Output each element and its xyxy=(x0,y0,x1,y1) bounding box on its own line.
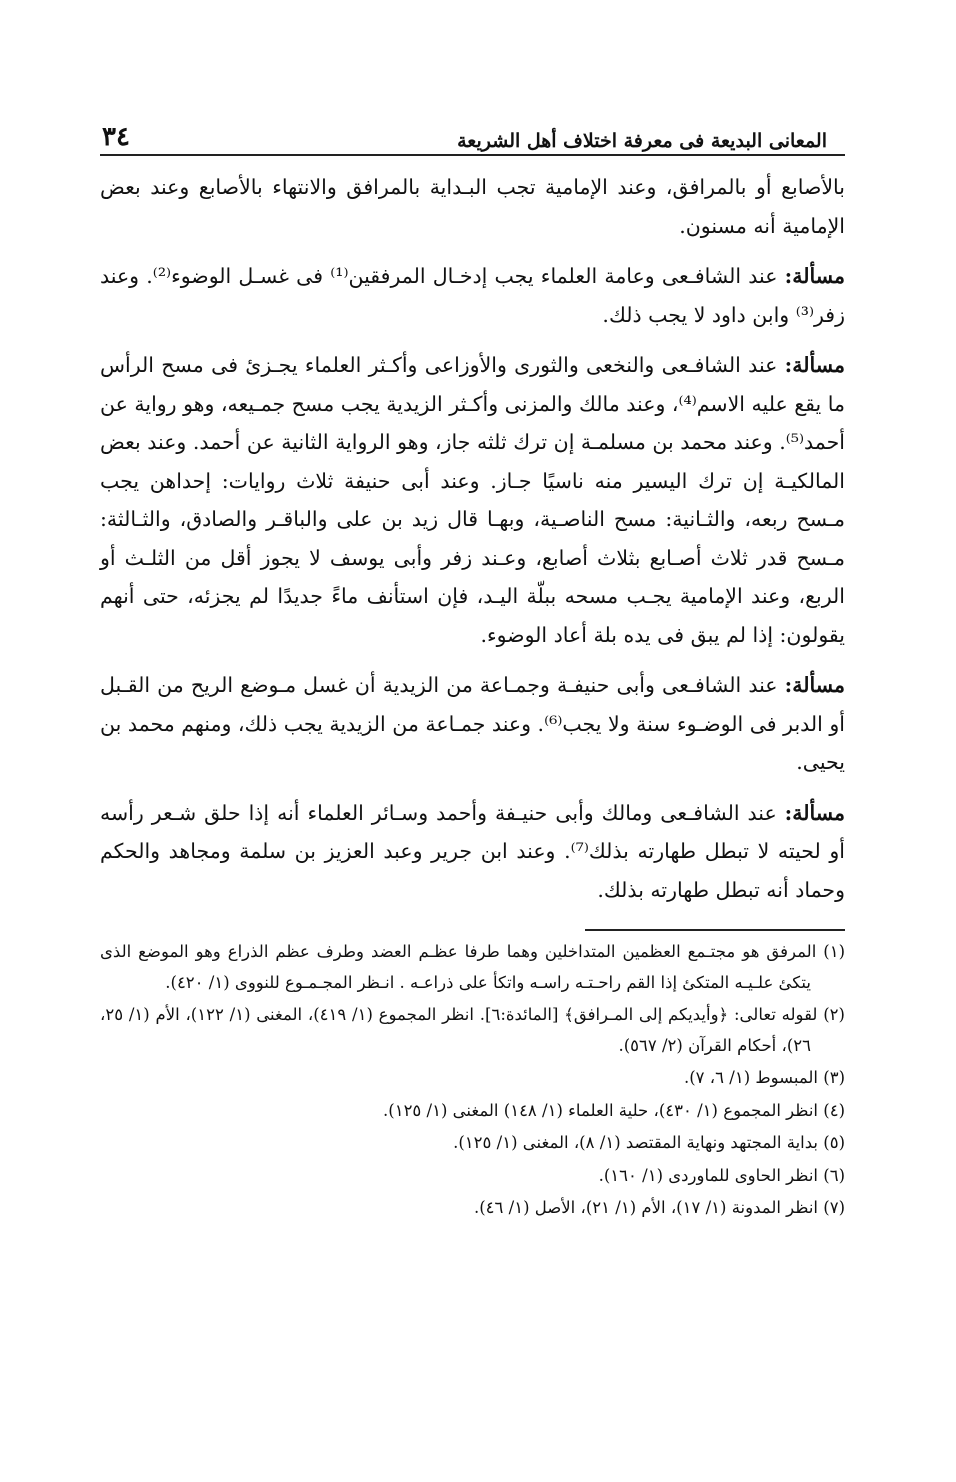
paragraph-issue-washing xyxy=(100,666,845,782)
book-page xyxy=(100,118,845,1226)
running-title: المعانى البديعة فى معرفة اختلاف أهل الشريعة xyxy=(457,130,827,152)
issue-label: مسألة: xyxy=(784,673,845,697)
paragraph-issue-shaving xyxy=(100,794,845,910)
paragraph-continuation: بالأصابع أو بالمرافق، وعند الإمامية تجب البـداية بالمرافق والانتهاء بالأصابع وعند بعض الإمامية أنه مسنون. xyxy=(100,175,845,238)
main-text xyxy=(100,168,845,909)
footnote: (٧) انظر المدونة (١/ ١٧)، الأم (١/ ٢١)، الأصل (١/ ٤٦). xyxy=(473,1198,845,1217)
issue-label: مسألة: xyxy=(784,800,845,825)
issue-text: عند الشافـعى والنخعى والثورى والأوزاعى وأكـثر العلماء يجـزئ فى مسح الرأس ما يقع عليه الاسم⁽⁴⁾، وعند مالك والمزنى وأكـثر الزيدية يجب مسح جمـيعه، وهو رواية عن أحمد⁽⁵⁾. وعند محمد بن مسلمـة إن ترك ثلثه جاز، وهو الرواية الثانية عن أحمد. وعند بعض المالكيـة إن ترك اليسير منه ناسيًا جـاز. وعند أبى حنيفة ثلاث روايات: إحداهن يجب مـسح ربعه، والثـانية: مسح الناصـية، وبهـا قال زيد بن على والباقـر والصادق، والثـالثة: مـسح قدر ثلاث أصـابع بثلاث أصابع، وعـند زفر وأبى يوسف لا يجوز أقل من الثلـث أو الربع، وعند الإمامية يجـب مسحه ببلّة اليـد، فإن استأنف ماءً جديدًا لم يجزئه، حتى أنهم يقولون: إذا لم يبق فى يده بلة أعاد الوضوء. xyxy=(100,353,845,647)
footnote: (٢) لقوله تعالى: ﴿وأيديكم إلى المـرافق﴾ [المائدة:٦]. انظر المجموع (١/ ٤١٩)، المغنى (١/ ١٢٢)، الأم (١/ ٢٥، ٢٦)، أحكام القرآن (٢/ ٥٦٧). xyxy=(100,1005,845,1055)
footnote: (٦) انظر الحاوى للماوردى (١/ ١٦٠). xyxy=(598,1165,845,1185)
footnote: (٥) بداية المجتهد ونهاية المقتصد (١/ ٨)، المغنى (١/ ١٢٥). xyxy=(453,1133,845,1152)
footnote: (١) المرفق هو مجتـمع العظمين المتداخلين وهما طرفا عظـم العضد وطرف عظم الذراع وهو الموضع الذى يتكئ علـيـه المتكئ إذا القم راحـتـه راسـه واتكأ على ذراعـه . انـظر المجـمـوع للنووى (١/ ٤٢٠). xyxy=(100,942,845,992)
issue-text: عند الشافـعى ومالك وأبى حنيـفة وأحمد وسـائر العلماء أنه إذا حلق شـعر رأسه أو لحيته لا تبطل طهارته بذلك⁽⁷⁾. وعند ابن جرير وعبد العزيز بن سلمة ومجاهد والحكم وحماد أنه تبطل طهارته بذلك. xyxy=(100,800,846,902)
footnote: (٤) انظر المجموع (١/ ٤٣٠)، حلية العلماء (١/ ١٤٨) المغنى (١/ ١٢٥). xyxy=(383,1100,845,1120)
issue-label: مسألة: xyxy=(784,264,845,288)
footnote: (٣) المبسوط (١/ ٦، ٧). xyxy=(683,1068,845,1087)
footnotes xyxy=(100,937,845,1224)
running-header xyxy=(100,118,845,156)
issue-label: مسألة: xyxy=(784,353,845,377)
paragraph-issue-head-wiping xyxy=(100,346,845,654)
issue-text: عند الشافـعى وأبى حنيفـة وجمـاعة من الزيدية أن غسل مـوضع الريح من القـبل أو الدبر فى الوضـوء سنة ولا يجب⁽⁶⁾. وعند جمـاعة من الزيدية يجب ذلك، ومنهم محمد بن يحيى. xyxy=(100,673,845,774)
footnote-separator xyxy=(585,929,845,931)
issue-text: عند الشافـعى وعامة العلماء يجب إدخـال المرفقين⁽¹⁾ فى غسـل الوضوء⁽²⁾. وعند زفر⁽³⁾ وابن داود لا يجب ذلك. xyxy=(100,264,845,327)
paragraph-issue-elbows xyxy=(100,257,845,334)
page-number: ٣٤ xyxy=(102,122,130,152)
